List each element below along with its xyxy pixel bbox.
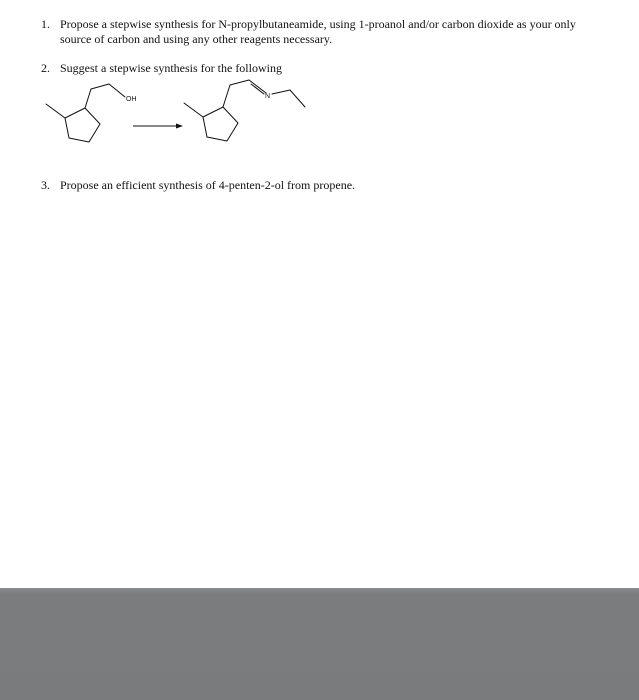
- question-text: [60, 178, 355, 193]
- question-number: 1.: [41, 17, 50, 31]
- product-n-ethyl-bond-1: [272, 90, 290, 94]
- product-side-chain-bond-1: [223, 85, 230, 107]
- reactant-side-chain-bond-3: [109, 84, 125, 97]
- question-text: [60, 17, 576, 47]
- reactant-side-chain-bond-2: [91, 84, 109, 89]
- reaction-scheme: [0, 76, 639, 156]
- product-methyl-bond: [184, 103, 203, 117]
- product-imine-double-bond-a: [249, 80, 266, 93]
- reaction-arrow: [133, 124, 183, 129]
- reactant-structure: [46, 84, 125, 142]
- product-cyclopentane-ring: [203, 107, 238, 141]
- product-n-label: N: [265, 93, 271, 100]
- viewer-background-band: [0, 588, 639, 700]
- product-structure: [184, 80, 305, 141]
- question-line: Propose a stepwise synthesis for N-propylbutaneamide, using 1-proanol and/or carbon dioxide as your only: [60, 17, 576, 31]
- question-line: Propose an efficient synthesis of 4-penten-2-ol from propene.: [60, 178, 356, 192]
- question-line: source of carbon and using any other reagents necessary.: [60, 32, 333, 46]
- reactant-oh-label: OH: [126, 96, 137, 103]
- reactant-side-chain-bond-1: [85, 89, 91, 108]
- question-number: 3.: [41, 178, 50, 192]
- product-n-ethyl-bond-2: [290, 90, 305, 107]
- question-number: 2.: [41, 61, 50, 75]
- product-side-chain-bond-2: [230, 80, 249, 85]
- question-text: [60, 61, 282, 76]
- reactant-methyl-bond: [46, 104, 65, 118]
- reactant-cyclopentane-ring: [65, 108, 100, 142]
- product-imine-double-bond-b: [251, 84, 264, 94]
- question-line: Suggest a stepwise synthesis for the following: [60, 61, 282, 75]
